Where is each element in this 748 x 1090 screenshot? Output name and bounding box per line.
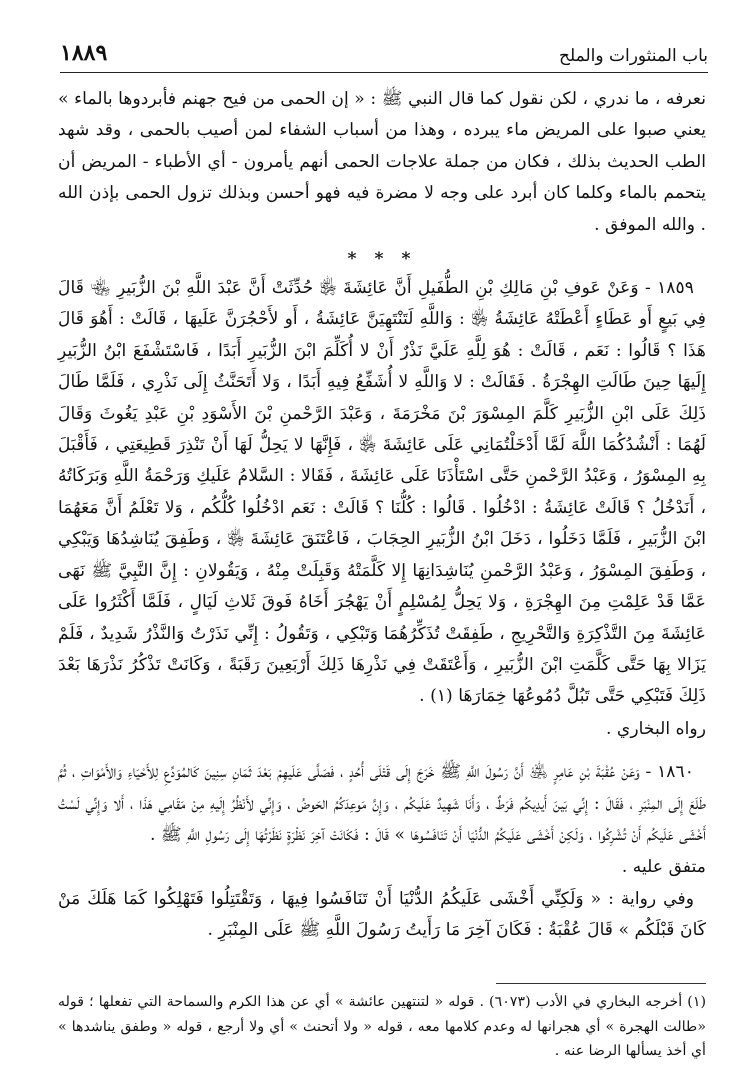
- section-separator: * * *: [347, 249, 417, 270]
- spacer: [58, 745, 706, 757]
- page-header: [60, 32, 708, 66]
- hadith-1860-narration: متفق عليه .: [621, 857, 706, 878]
- chapter-title: باب المنثورات والملح: [559, 46, 708, 66]
- footnote-rule: [496, 983, 706, 984]
- header-rule: [60, 72, 708, 73]
- footnote-1: (١) أخرجه البخاري في الأدب (٦٠٧٣) . قوله « لتنتهين عائشة » أي عن هذا الكرم والسماحة التي تفعلها ؛ قوله «طالت الهجرة » أي هجرانها له وعدم كلامها معه ، قوله « ولا أتحنث » أي ولا أرجع ، قوله « وطفق يناشدها » أي أخذ يسألها الرضا عنه .: [58, 994, 706, 1059]
- intro-paragraph: نعرفه ، ما ندري ، لكن نقول كما قال النبي ﷺ : « إن الحمى من فيح جهنم فأبردوها بالماء » يعني صبوا على المريض ماء يبرده ، وهذا من أسباب الشفاء لمن أصيب بالحمى ، وقد شهد الطب الحديث بذلك ، فكان من جملة علاجات الحمى أنهم يأمرون - أي الأطباء - المريض أن يتحمم بالماء وكلما كان أبرد على وجه لا مضرة فيه فهو أحسن وبذلك تزول الحمى بإذن الله . والله الموفق .: [58, 89, 706, 235]
- page-body: [58, 84, 706, 947]
- hadith-1860-text: ١٨٦٠ - وَعَنْ عُقْبَةَ بْنِ عَامِرٍ ﵁ أَنَّ رَسُولَ اللَّهِ ﷺ خَرَجَ إِلَى قَتْلَى أُحُدٍ ، فَصَلَّى عَلَيهِمْ بَعْدَ ثَمَانِ سِنِينَ كَالمُوَدِّعِ لِلأَحْيَاءِ وَالأَمْوَاتِ ، ثُمَّ طَلَعَ إِلَى المِنْبَرِ ، فَقَالَ : إِنِّي بَينَ أَيدِيكُم فَرَطٌ ، وَأَنَا شَهِيدٌ عَلَيكُم ، وَإِنَّ مَوعِدَكُمُ الحَوضُ ، وَإِنِّي لأَنْظُرُ إِلَيهِ مِنْ مَقَامِي هَذَا ، أَلا وَإِنِّي لَسْتُ أَخْشَى عَلَيكُم أَنْ تُشْرِكُوا ، وَلَكِنْ أَخْشَى عَلَيكُمُ الدُّنْيَا أَنْ تَنَافَسُوهَا » قَالَ : فَكَانَتْ آخِرَ نَظْرَةٍ نَظَرْتُهَا إِلَى رَسُولِ اللَّهِ ﷺ .: [58, 762, 706, 845]
- footnotes: [58, 990, 706, 1064]
- hadith-1860-variant: وفي رواية : « وَلَكِنِّي أَخْشَى عَلَيكُمُ الدُّنْيَا أَنْ تَنَافَسُوا فِيهَا ، وَتَقْتَتِلُوا فَتَهْلِكُوا كَمَا هَلَكَ مَنْ كَانَ قَبْلَكُم » قَالَ عُقْبَةُ : فَكَانَ آخِرَ مَا رَأَيتُ رَسُولَ اللَّهِ ﷺ عَلَى المِنْبَرِ .: [58, 888, 706, 941]
- hadith-1859-text: ١٨٥٩ - وَعَنْ عَوفِ بْنِ مَالِكِ بْنِ الطُّفَيلِ أَنَّ عَائِشَةَ ﵂ حُدِّثَتْ أَنَّ عَبْدَ اللَّهِ بْنَ الزُّبَيرِ ﵄ قَالَ فِي بَيعٍ أَو عَطَاءٍ أَعْطَتْهُ عَائِشَةُ ﵂ : وَاللَّهِ لَتَنْتَهِيَنَّ عَائِشَةُ ، أَو لأَحْجُرَنَّ عَلَيهَا ، قَالَتْ : أَهُوَ قَالَ هَذَا ؟ قَالُوا : نَعَم ، قَالَتْ : هُوَ لِلَّهِ عَلَيَّ نَذْرٌ أَنْ لا أُكَلِّمَ ابْنَ الزُّبَيرِ أَبَدًا ، فَاسْتَشْفَعَ ابْنُ الزُّبَيرِ إِلَيهَا حِينَ طَالَتِ الهِجْرَةُ . فَقَالَتْ : لا وَاللَّهِ لا أُشَفِّعُ فِيهِ أَبَدًا ، وَلا أَتَحَنَّثُ إِلَى نَذْرِي ، فَلَمَّا طَالَ ذَلِكَ عَلَى ابْنِ الزُّبَيرِ كَلَّمَ المِسْوَرَ بْنَ مَخْرَمَةَ ، وَعَبْدَ الرَّحْمنِ بْنَ الأَسْوَدِ بْنِ عَبْدِ يَغُوثَ وَقَالَ لَهُمَا : أَنْشُدُكُمَا اللَّهَ لَمَّا أَدْخَلْتُمَانِي عَلَى عَائِشَةَ ﵂ ، فَإِنَّهَا لا يَحِلُّ لَهَا أَنْ تَنْذِرَ قَطِيعَتِي ، فَأَقْبَلَ بِهِ المِسْوَرُ ، وَعَبْدُ الرَّحْمنِ حَتَّى اسْتَأْذَنَا عَلَى عَائِشَةَ ، فَقَالا : السَّلامُ عَلَيكِ وَرَحْمَةُ اللَّهِ وَبَرَكَاتُهُ ، أَنَدْخُلُ ؟ قَالَتْ عَائِشَةُ : ادْخُلُوا . قَالُوا : كُلُّنَا ؟ قَالَتْ : نَعَم ادْخُلُوا كُلُّكُم ، وَلا تَعْلَمُ أَنَّ مَعَهُمَا ابْنَ الزُّبَيرِ ، فَلَمَّا دَخَلُوا ، دَخَلَ ابْنُ الزُّبَيرِ الحِجَابَ ، فَاعْتَنَقَ عَائِشَةَ ﵂ ، وَطَفِقَ يُنَاشِدُهَا وَيَبْكِي ، وَطَفِقَ المِسْوَرُ ، وَعَبْدُ الرَّحْمنِ يُنَاشِدَانِهَا إِلا كَلَّمَتْهُ وَقَبِلَتْ مِنْهُ ، وَيَقُولانِ : إِنَّ النَّبِيَّ ﷺ نَهَى عَمَّا قَدْ عَلِمْتِ مِنَ الهِجْرَةِ ، وَلا يَحِلُّ لِمُسْلِمٍ أَنْ يَهْجُرَ أَخَاهُ فَوقَ ثَلاثِ لَيَالٍ ، فَلَمَّا أَكْثَرُوا عَلَى عَائِشَةَ مِنَ التَّذْكِرَةِ وَالتَّحْرِيجِ ، طَفِقَتْ تُذَكِّرُهُمَا وَتَبْكِي ، وَتَقُولُ : إِنِّي نَذَرْتُ وَالنَّذْرُ شَدِيدٌ ، فَلَمْ يَزَالا بِهَا حَتَّى كَلَّمَتِ ابْنَ الزُّبَيرِ ، وَأَعْتَقَتْ فِي نَذْرِهَا ذَلِكَ أَرْبَعِينَ رَقَبَةً ، وَكَانَتْ تَذْكُرُ نَذْرَهَا بَعْدَ ذَلِكَ فَتَبْكِي حَتَّى تَبُلَّ دُمُوعُهَا خِمَارَهَا (١) .: [58, 278, 706, 707]
- hadith-1859-narration: رواه البخاري .: [605, 718, 706, 739]
- page-number: ١٨٨٩: [60, 40, 108, 66]
